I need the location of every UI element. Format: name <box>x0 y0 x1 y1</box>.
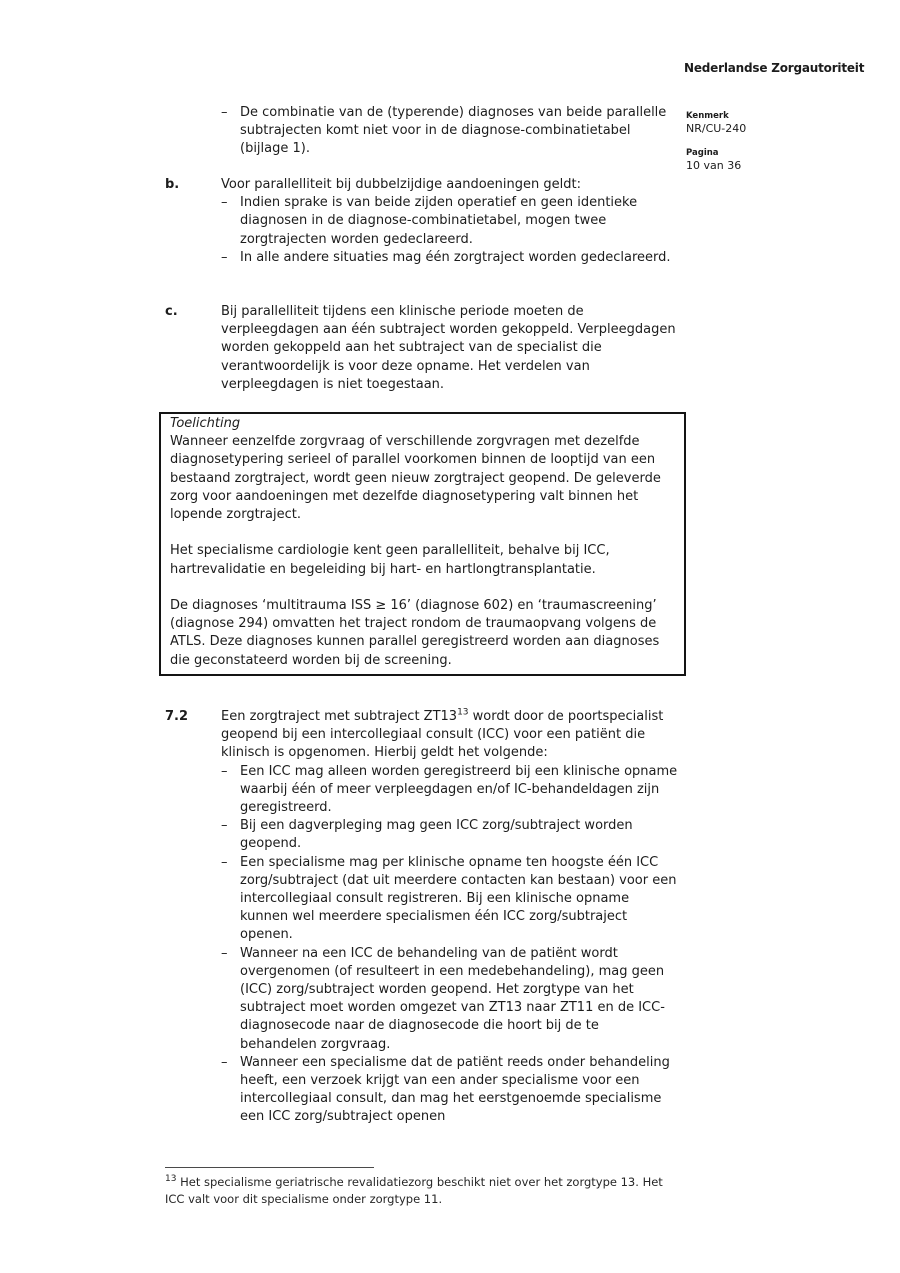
list-item-text: Indien sprake is van beide zijden operatief en geen identieke diagnosen in de diagnose-combinatietabel, mogen twee zorgtrajecten worden gedeclareerd. <box>240 195 638 247</box>
toelichting-paragraph: Het specialisme cardiologie kent geen parallelliteit, behalve bij ICC, hartrevalidatie en begeleiding bij hart- en hartlongtransplantatie. <box>170 543 610 577</box>
bullet-dash: – <box>221 854 228 870</box>
footnote-number: 13 <box>165 1174 177 1185</box>
item-b-list <box>221 194 680 267</box>
toelichting-paragraph: Wanneer eenzelfde zorgvraag of verschillende zorgvragen met dezelfde diagnosetypering serieel of parallel voorkomen binnen de looptijd van een bestaand zorgtraject, wordt geen nieuw zorgtraject geopend. De geleverde zorg voor aandoeningen met dezelfde diagnosetypering valt binnen het lopende zorgtraject. <box>170 434 661 523</box>
pagina-value: 10 van 36 <box>686 159 742 172</box>
list-item <box>221 763 680 818</box>
intro-text-post: wordt door de poortspecialist geopend bij een intercollegiaal consult (ICC) voor een patiënt die klinisch is opgenomen. Hierbij geldt het volgende: <box>221 709 664 761</box>
bullet-dash: – <box>221 105 228 120</box>
bullet-dash: – <box>221 763 228 779</box>
item-b-intro-row <box>165 176 680 194</box>
item-b <box>165 176 680 267</box>
list-item-text: Wanneer een specialisme dat de patiënt reeds onder behandeling heeft, een verzoek krijgt van een ander specialisme voor een intercollegiaal consult, dan mag het eerstgenoemde specialisme een ICC zorg/subtraject openen <box>240 1054 670 1125</box>
bullet-dash: – <box>221 1054 228 1070</box>
bullet-dash: – <box>221 818 228 834</box>
bullet-dash: – <box>221 945 228 961</box>
footnote <box>165 1167 667 1208</box>
intro-bullet-list <box>221 104 736 159</box>
list-item-text: Wanneer na een ICC de behandeling van de patiënt wordt overgenomen (of resulteert in een medebehandeling), mag geen (ICC) zorg/subtraject worden geopend. Het zorgtype van het subtraject moet worden omgezet van ZT13 naar ZT11 en de ICC-diagnosecode naar de diagnosecode die hoort bij de te behandelen zorgvraag. <box>240 945 665 1052</box>
item-7-2-intro-row <box>165 708 680 763</box>
item-c-row <box>165 303 680 394</box>
list-item <box>221 945 680 1054</box>
org-title: Nederlandse Zorgautoriteit <box>684 61 865 75</box>
pagina-label: Pagina <box>686 148 719 158</box>
toelichting-box <box>159 412 686 676</box>
footnote-text: Het specialisme geriatrische revalidatiezorg beschikt niet over het zorgtype 13. Het ICC valt voor dit specialisme onder zorgtype 11. <box>165 1175 663 1206</box>
list-item <box>221 194 680 249</box>
list-item <box>221 1054 680 1127</box>
kenmerk-value: NR/CU-240 <box>686 122 747 135</box>
item-b-label: b. <box>165 177 180 192</box>
item-7-2 <box>165 708 680 1127</box>
item-7-2-label: 7.2 <box>165 709 189 724</box>
list-item-text: In alle andere situaties mag één zorgtraject worden gedeclareerd. <box>240 249 671 265</box>
item-c-text: Bij parallelliteit tijdens een klinische periode moeten de verpleegdagen aan één subtraject worden gekoppeld. Verpleegdagen worden gekoppeld aan het subtraject van de specialist die verantwoordelijk is voor deze opname. Het verdelen van verpleegdagen is niet toegestaan. <box>221 304 676 392</box>
list-item <box>221 104 736 159</box>
list-item <box>221 854 680 945</box>
item-c <box>165 303 680 394</box>
kenmerk-label: Kenmerk <box>686 111 729 121</box>
item-b-intro: Voor parallelliteit bij dubbelzijdige aandoeningen geldt: <box>221 177 581 192</box>
list-item-text: Een ICC mag alleen worden geregistreerd bij een klinische opname waarbij één of meer verpleegdagen en/of IC-behandeldagen zijn geregistreerd. <box>240 763 678 816</box>
item-c-label: c. <box>165 304 178 319</box>
bullet-dash: – <box>221 195 228 211</box>
item-7-2-list <box>221 763 680 1127</box>
footnote-text-line <box>165 1174 667 1208</box>
list-item-text: Een specialisme mag per klinische opname ten hoogste één ICC zorg/subtraject (dat uit meerdere contacten kan bestaan) voor een intercollegiaal consult registreren. Bij een klinische opname kunnen wel meerdere specialismen één ICC zorg/subtraject openen. <box>240 854 677 943</box>
list-item <box>221 249 680 267</box>
list-item-text: Bij een dagverpleging mag geen ICC zorg/subtraject worden geopend. <box>240 818 633 852</box>
footnote-ref: 13 <box>457 707 469 718</box>
intro-text-pre: Een zorgtraject met subtraject ZT13 <box>221 709 458 724</box>
bullet-dash: – <box>221 249 228 265</box>
list-item <box>221 817 680 853</box>
toelichting-paragraph: De diagnoses ‘multitrauma ISS ≥ 16’ (diagnose 602) en ‘traumascreening’ (diagnose 294) omvatten het traject rondom de traumaopvang volgens de ATLS. Deze diagnoses kunnen parallel geregistreerd worden aan diagnoses die geconstateerd worden bij de screening. <box>170 598 660 668</box>
footnote-divider <box>165 1167 374 1168</box>
list-item-text: De combinatie van de (typerende) diagnoses van beide parallelle subtrajecten komt niet voor in de diagnose-combinatietabel (bijlage 1). <box>240 105 667 157</box>
item-7-2-intro <box>221 708 679 763</box>
toelichting-title: Toelichting <box>170 416 241 431</box>
